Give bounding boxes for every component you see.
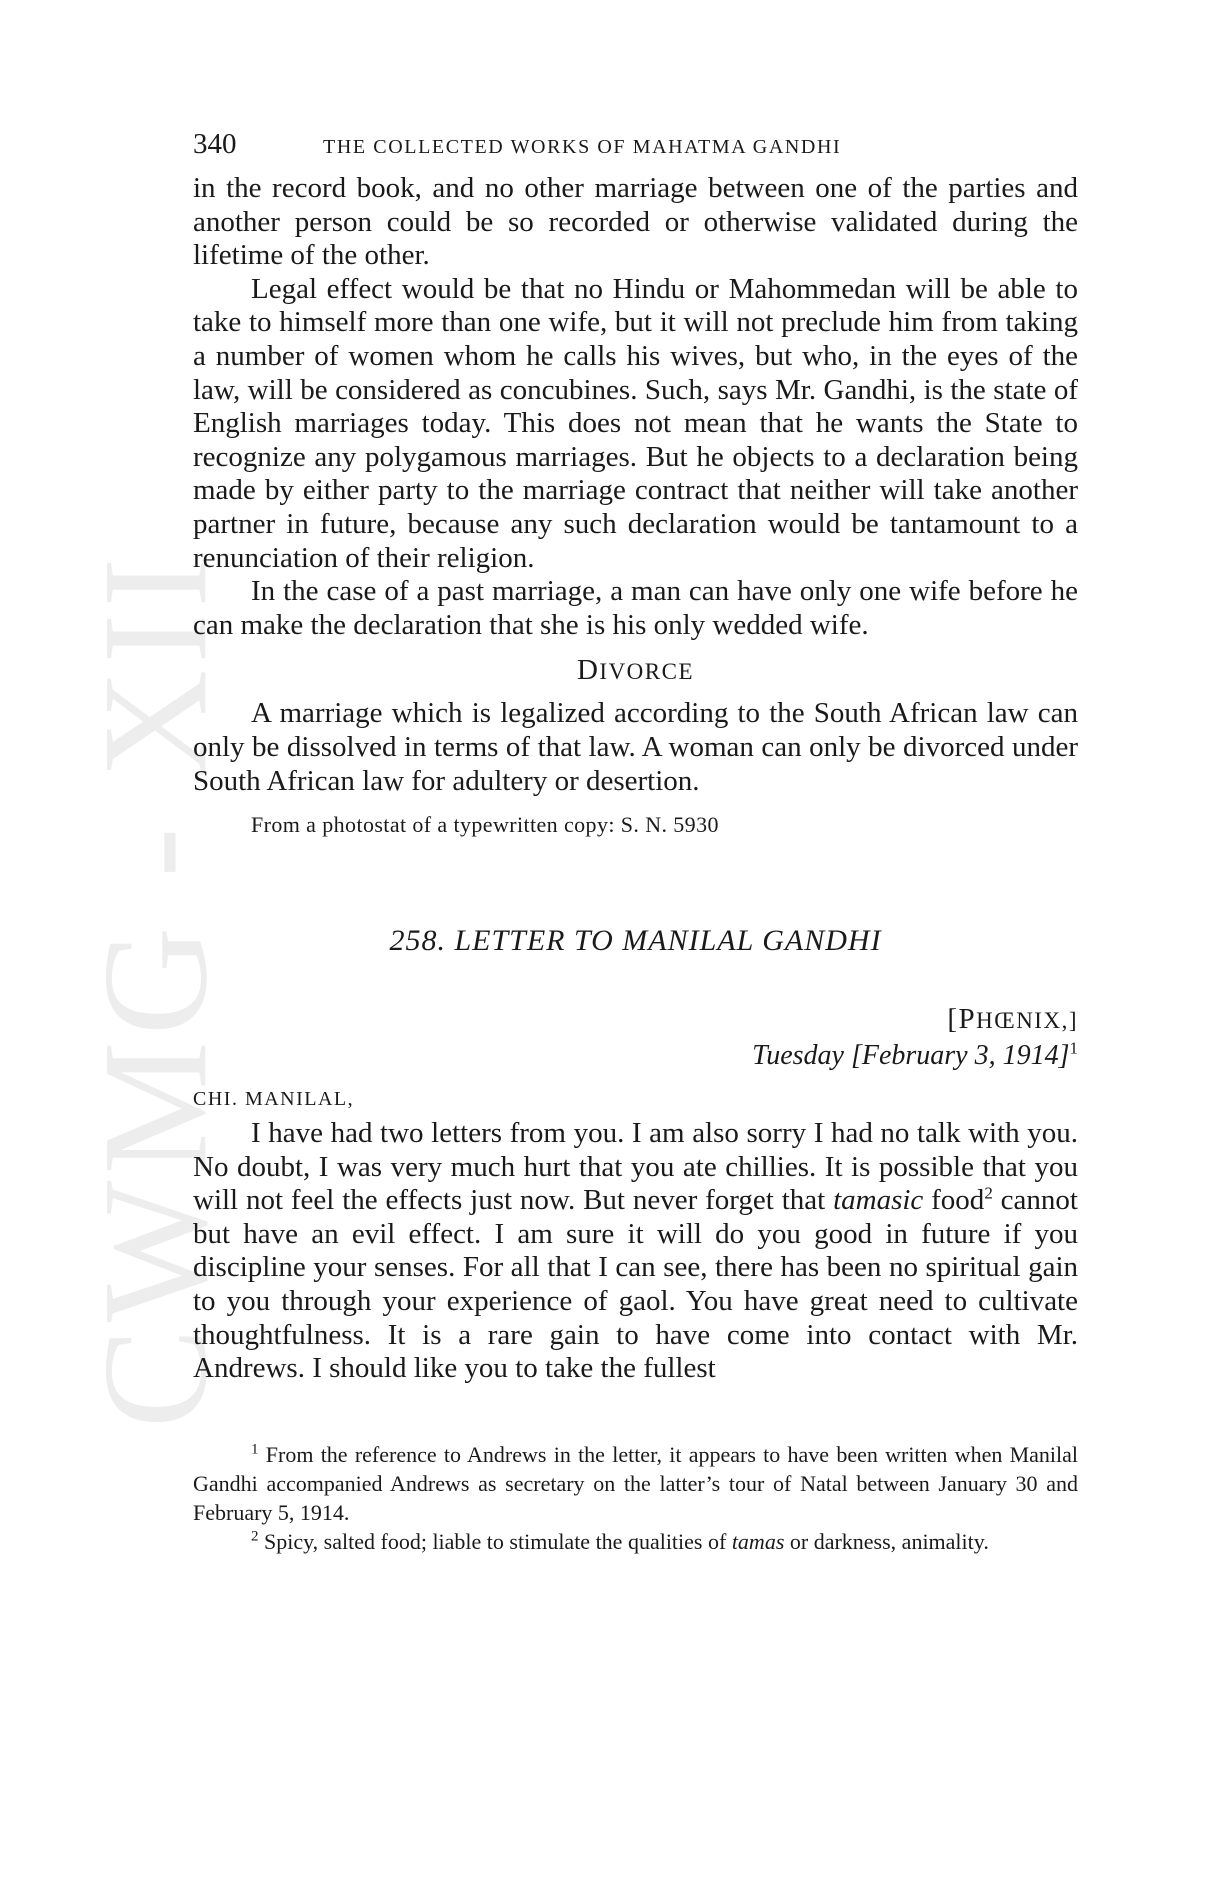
divorce-text xyxy=(193,697,1078,798)
footnotes xyxy=(193,1440,1078,1556)
footnote-text: or darkness, animality. xyxy=(784,1528,989,1554)
date-text: Tuesday [February 3, 1914] xyxy=(752,1040,1070,1072)
letter-date xyxy=(193,1040,1078,1072)
page xyxy=(193,128,1078,1556)
footnote-text: Spicy, salted food; liable to stimulate the qualities of xyxy=(264,1528,732,1554)
section-heading xyxy=(193,654,1078,687)
paragraph: in the record book, and no other marriage between one of the parties and another person could be so recorded or otherwise validated during the lifetime of the other. xyxy=(193,172,1078,272)
body-text-1: I have had two letters from you. I am also sorry I had no talk with you. No doubt, I was very much hurt that you ate chillies. It is possible that you will not feel the effects just now. But never forget that xyxy=(193,1117,1078,1217)
paragraph: A marriage which is legalized according to the South African law can only be dissolved in terms of that law. A woman can only be divorced under South African law for adultery or desertion. xyxy=(193,697,1078,797)
footnote-ref: 2 xyxy=(984,1183,993,1203)
footnote xyxy=(193,1527,1078,1556)
paragraph: In the case of a past marriage, a man can have only one wife before he can make the declaration that she is his only wedded wife. xyxy=(193,575,1078,641)
letter-place xyxy=(193,1003,1078,1036)
body-text-2: food xyxy=(923,1184,985,1217)
place-open: [P xyxy=(947,1003,977,1036)
letter-body xyxy=(193,1117,1078,1386)
salutation: CHI. MANILAL, xyxy=(193,1088,355,1111)
italic-term: tamasic xyxy=(833,1184,924,1217)
place-rest: HŒNIX,] xyxy=(976,1008,1078,1034)
watermark-text: CWMG - XII xyxy=(72,551,239,1429)
section-heading-rest: IVORCE xyxy=(599,659,695,685)
document-title: 258. LETTER TO MANILAL GANDHI xyxy=(389,924,882,958)
page-number: 340 xyxy=(193,128,237,160)
footnote-text: From the reference to Andrews in the letter, it appears to have been written when Manilal Gandhi accompanied Andrews as secretary on the latter’s tour of Natal between January 30 and February 5, 1914. xyxy=(193,1441,1079,1525)
footnote-number: 2 xyxy=(251,1528,259,1545)
previous-item-text xyxy=(193,172,1078,642)
paragraph xyxy=(193,1117,1078,1386)
footnote xyxy=(193,1440,1078,1527)
source-note: From a photostat of a typewritten copy: S. N. 5930 xyxy=(251,812,719,838)
section-heading-initial: D xyxy=(576,654,600,687)
body-text-3: cannot but have an evil effect. I am sure it will do you good in future if you discipline your senses. For all that I can see, there has been no spiritual gain to you through your experience of gaol. You have great need to cultivate thoughtfulness. It is a rare gain to have come into contact with Mr. Andrews. I should like you to take the fullest xyxy=(193,1184,1078,1385)
paragraph: Legal effect would be that no Hindu or Mahommedan will be able to take to himself more than one wife, but it will not preclude him from taking a number of women whom he calls his wives, but who, in the eyes of the law, will be considered as concubines. Such, says Mr. Gandhi, is the state of English marriages today. This does not mean that he wants the State to recognize any polygamous marriages. But he objects to a declaration being made by either party to the marriage contract that neither will take another partner in future, because any such declaration would be tantamount to a renunciation of their religion. xyxy=(193,272,1078,574)
footnote-ref: 1 xyxy=(1069,1038,1078,1058)
footnote-number: 1 xyxy=(251,1441,259,1458)
running-title: THE COLLECTED WORKS OF MAHATMA GANDHI xyxy=(323,136,842,158)
page-header xyxy=(193,128,1078,172)
italic-term: tamas xyxy=(731,1528,785,1554)
